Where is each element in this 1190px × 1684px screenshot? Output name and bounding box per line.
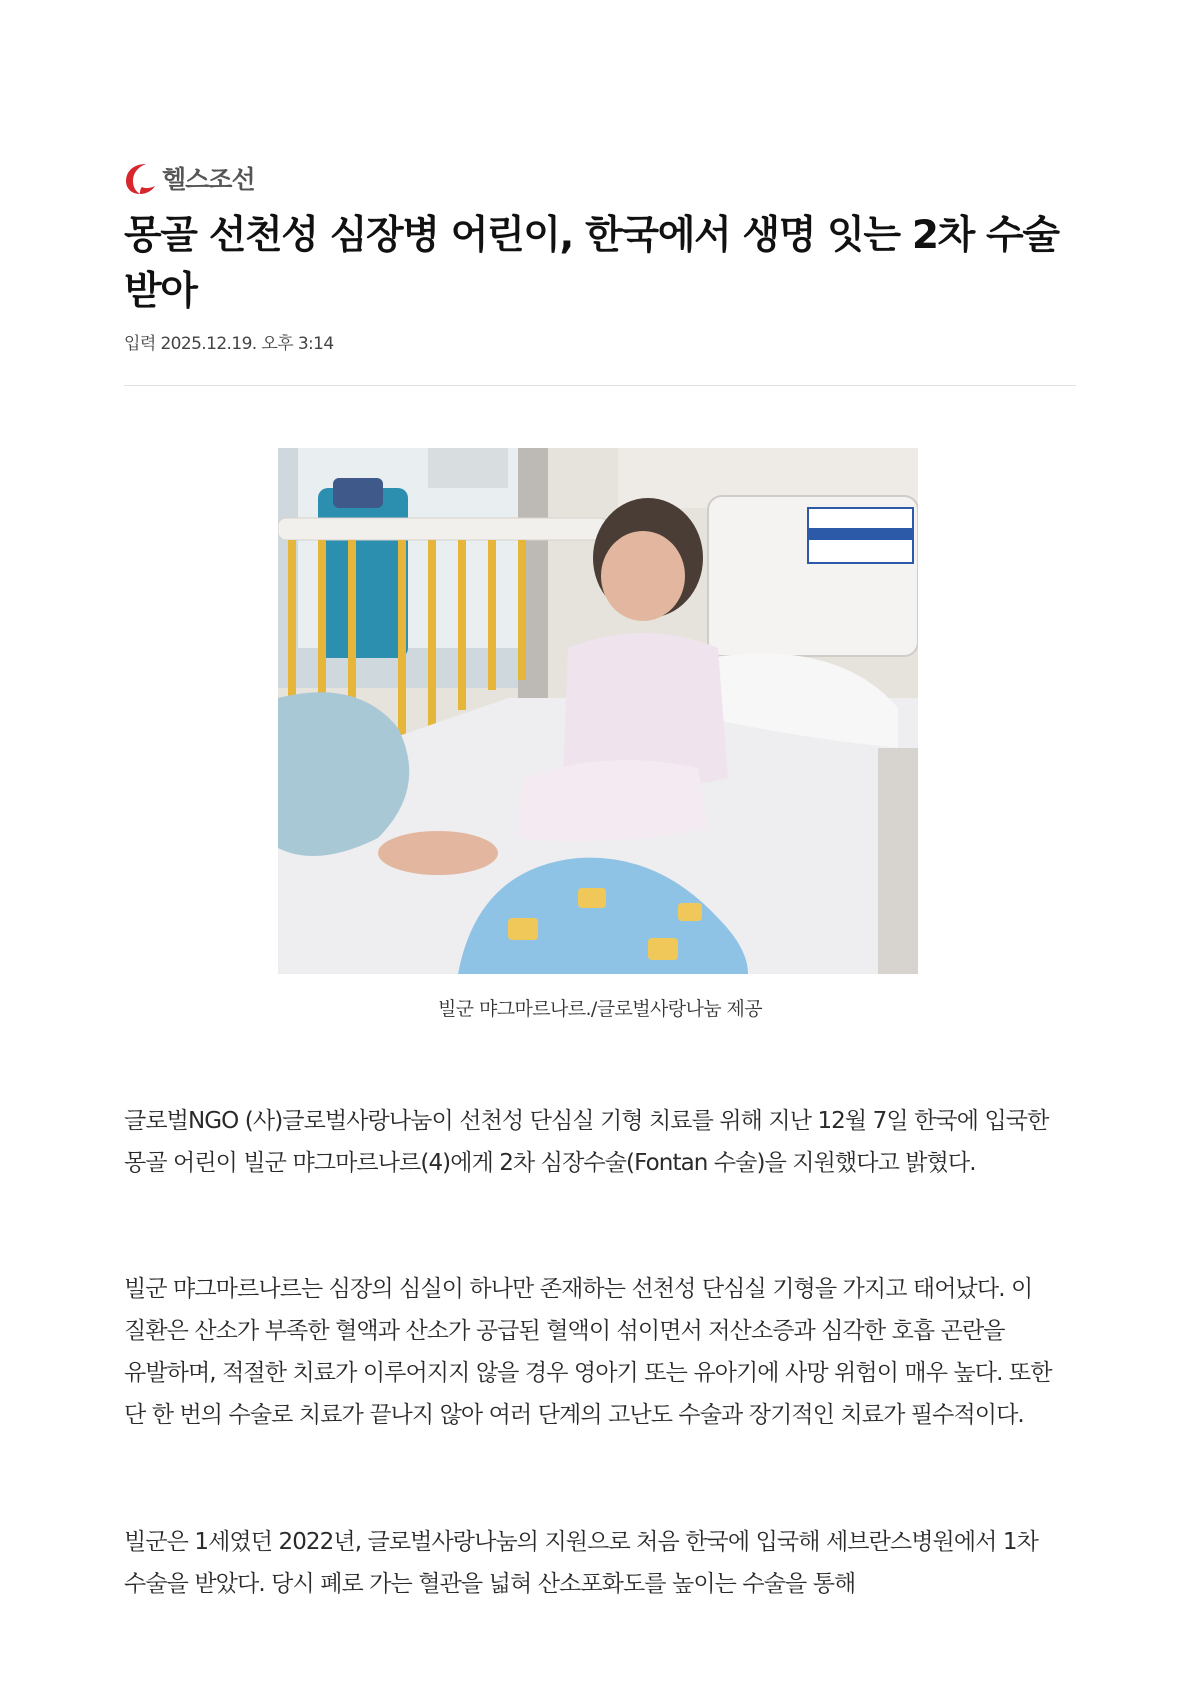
article-paragraph-2: 빌군 먀그마르나르는 심장의 심실이 하나만 존재하는 선천성 단심실 기형을 가지고 태어났다. 이 질환은 산소가 부족한 혈액과 산소가 공급된 혈액이 섞이면서 저산소증과 심각한 호흡 곤란을 유발하며, 적절한 치료가 이루어지지 않을 경우 영아기 또는 유아기에 사망 위험이 매우 높다. 또한 단 한 번의 수술로 치료가 끝나지 않아 여러 단계의 고난도 수술과 장기적인 치료가 필수적이다. — [124, 1276, 1052, 1428]
child-hospital-photo — [278, 448, 918, 974]
health-chosun-crescent-icon — [124, 160, 156, 196]
site-logo[interactable] — [124, 158, 255, 198]
photo-caption: 빌군 먀그마르나르./글로벌사랑나눔 제공 — [438, 998, 762, 1020]
header-divider — [124, 385, 1076, 386]
brand-name: 헬스조선 — [162, 165, 255, 194]
article-title: 몽골 선천성 심장병 어린이, 한국에서 생명 잇는 2차 수술 받아 — [124, 213, 1059, 314]
publish-date: 입력 2025.12.19. 오후 3:14 — [124, 334, 334, 354]
article-photo — [278, 448, 918, 974]
article-paragraph-1: 글로벌NGO (사)글로벌사랑나눔이 선천성 단심실 기형 치료를 위해 지난 12월 7일 한국에 입국한 몽골 어린이 빌군 먀그마르나르(4)에게 2차 심장수술(Fontan 수술)을 지원했다고 밝혔다. — [124, 1108, 1049, 1176]
article-paragraph-3: 빌군은 1세였던 2022년, 글로벌사랑나눔의 지원으로 처음 한국에 입국해 세브란스병원에서 1차 수술을 받았다. 당시 폐로 가는 혈관을 넓혀 산소포화도를 높이는 수술을 통해 — [124, 1529, 1038, 1597]
